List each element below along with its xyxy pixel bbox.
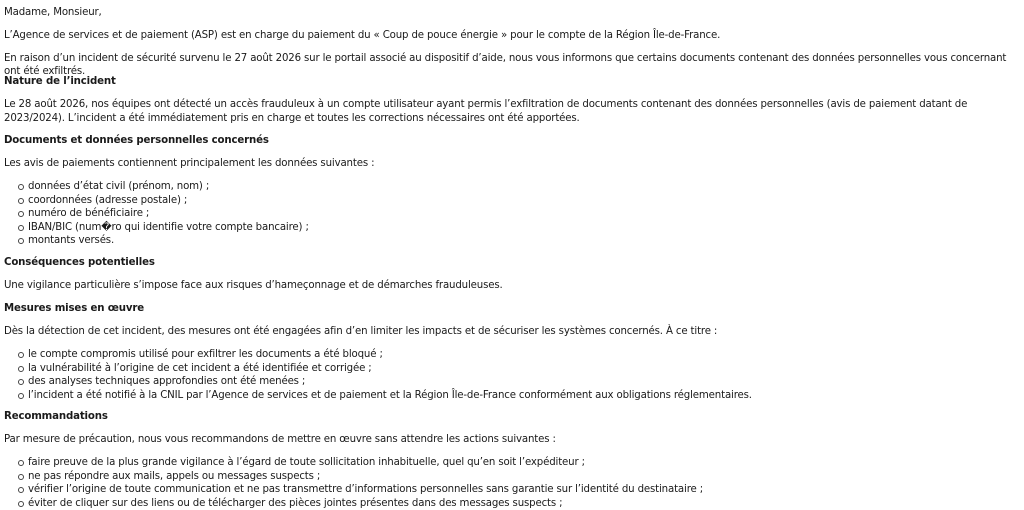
bullet-icon	[18, 379, 24, 385]
measures-intro: Dès la détection de cet incident, des mesures ont été engagées afin d’en limiter les impacts et de sécuriser les systèmes concernés. À ce titre :	[4, 326, 718, 337]
heading-consequences: Conséquences potentielles	[4, 257, 155, 268]
bullet-icon	[18, 474, 24, 480]
bullet-icon	[18, 352, 24, 358]
intro-paragraph-2: En raison d’un incident de sécurité survenu le 27 août 2026 sur le portail associé au dispositif d’aide, nous vous informons que certains documents contenant des données personnelles vous concernant ont été exfiltrés.	[4, 53, 1007, 77]
list-item: montants versés.	[18, 234, 309, 248]
recommendations-list	[18, 456, 703, 510]
list-item: le compte compromis utilisé pour exfiltrer les documents a été bloqué ;	[18, 348, 752, 362]
heading-measures: Mesures mises en œuvre	[4, 303, 144, 314]
list-item: faire preuve de la plus grande vigilance à l’égard de toute sollicitation inhabituelle, quel qu’en soit l’expéditeur ;	[18, 456, 703, 470]
bullet-icon	[18, 198, 24, 204]
documents-list	[18, 180, 309, 248]
incident-nature-text: Le 28 août 2026, nos équipes ont détecté un accès frauduleux à un compte utilisateur ayant permis l’exfiltration de documents contenant des données personnelles (avis de paiement datant de 2023/2024). L’incident a été immédiatement pris en charge et toutes les corrections nécessaires ont été apportées.	[4, 99, 968, 124]
heading-incident-nature: Nature de l’incident	[4, 76, 116, 87]
list-item: ne pas répondre aux mails, appels ou messages suspects ;	[18, 470, 703, 484]
list-item: la vulnérabilité à l’origine de cet incident a été identifiée et corrigée ;	[18, 362, 752, 376]
measures-list	[18, 348, 752, 402]
list-item: données d’état civil (prénom, nom) ;	[18, 180, 309, 194]
bullet-icon	[18, 225, 24, 231]
bullet-icon	[18, 460, 24, 466]
bullet-icon	[18, 366, 24, 372]
list-item: des analyses techniques approfondies ont été menées ;	[18, 375, 752, 389]
greeting: Madame, Monsieur,	[4, 7, 102, 18]
list-item: éviter de cliquer sur des liens ou de télécharger des pièces jointes présentes dans des messages suspects ;	[18, 497, 703, 510]
bullet-icon	[18, 238, 24, 244]
intro-paragraph-1: L’Agence de services et de paiement (ASP) est en charge du paiement du « Coup de pouce énergie » pour le compte de la Région Île-de-France.	[4, 30, 721, 41]
list-item: l’incident a été notifié à la CNIL par l’Agence de services et de paiement et la Région Île-de-France conformément aux obligations réglementaires.	[18, 389, 752, 403]
bullet-icon	[18, 184, 24, 190]
list-item: vérifier l’origine de toute communication et ne pas transmettre d’informations personnelles sans garantie sur l’identité du destinataire ;	[18, 483, 703, 497]
heading-documents-concerned: Documents et données personnelles concernés	[4, 135, 269, 146]
list-item: numéro de bénéficiaire ;	[18, 207, 309, 221]
recommendations-intro: Par mesure de précaution, nous vous recommandons de mettre en œuvre sans attendre les actions suivantes :	[4, 434, 556, 445]
heading-recommendations: Recommandations	[4, 411, 108, 422]
documents-intro: Les avis de paiements contiennent principalement les données suivantes :	[4, 158, 375, 169]
bullet-icon	[18, 393, 24, 399]
bullet-icon	[18, 501, 24, 507]
bullet-icon	[18, 487, 24, 493]
list-item: coordonnées (adresse postale) ;	[18, 194, 309, 208]
bullet-icon	[18, 211, 24, 217]
list-item: IBAN/BIC (num�ro qui identifie votre compte bancaire) ;	[18, 221, 309, 235]
consequences-text: Une vigilance particulière s’impose face aux risques d’hameçonnage et de démarches frauduleuses.	[4, 280, 503, 291]
